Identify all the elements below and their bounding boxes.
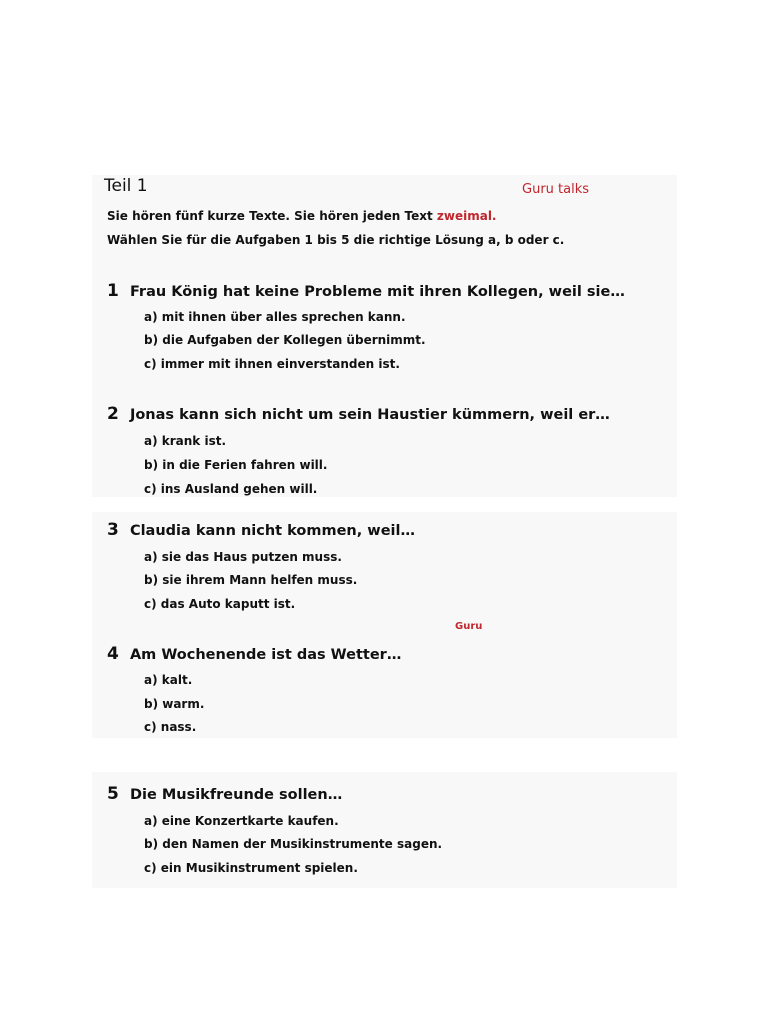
question-2-option-a: a) krank ist. <box>144 434 227 448</box>
question-3-option-c: c) das Auto kaputt ist. <box>144 597 296 611</box>
question-text: Claudia kann nicht kommen, weil… <box>129 523 415 539</box>
question-1 <box>107 281 625 301</box>
question-text: Die Musikfreunde sollen… <box>129 787 343 803</box>
instruction-text: Sie hören fünf kurze Texte. Sie hören jeden Text <box>107 209 437 223</box>
question-1-option-c: c) immer mit ihnen einverstanden ist. <box>144 357 400 371</box>
question-2-option-b: b) in die Ferien fahren will. <box>144 458 328 472</box>
question-number: 2 <box>107 404 119 424</box>
instruction-line-1 <box>107 209 497 223</box>
question-5-option-b: b) den Namen der Musikinstrumente sagen. <box>144 837 443 851</box>
question-number: 4 <box>107 644 119 664</box>
question-number: 1 <box>107 281 119 301</box>
question-4-option-b: b) warm. <box>144 697 205 711</box>
question-4-option-a: a) kalt. <box>144 673 193 687</box>
question-text: Frau König hat keine Probleme mit ihren Kollegen, weil sie… <box>129 284 625 300</box>
question-1-option-a: a) mit ihnen über alles sprechen kann. <box>144 310 406 324</box>
instruction-emphasis: zweimal. <box>436 209 497 223</box>
question-number: 3 <box>107 520 119 540</box>
question-4 <box>107 644 401 664</box>
question-3-option-b: b) sie ihrem Mann helfen muss. <box>144 573 358 587</box>
question-5 <box>107 784 342 804</box>
watermark-label: Guru <box>455 621 483 632</box>
question-text: Am Wochenende ist das Wetter… <box>129 647 402 663</box>
instruction-line-2: Wählen Sie für die Aufgaben 1 bis 5 die richtige Lösung a, b oder c. <box>107 233 565 247</box>
question-2-option-c: c) ins Ausland gehen will. <box>144 482 318 496</box>
question-2 <box>107 404 610 424</box>
question-5-option-c: c) ein Musikinstrument spielen. <box>144 861 358 875</box>
question-5-option-a: a) eine Konzertkarte kaufen. <box>144 814 339 828</box>
question-3 <box>107 520 415 540</box>
question-1-option-b: b) die Aufgaben der Kollegen übernimmt. <box>144 333 426 347</box>
brand-label: Guru talks <box>522 182 590 197</box>
question-3-option-a: a) sie das Haus putzen muss. <box>144 550 342 564</box>
question-number: 5 <box>107 784 119 804</box>
question-text: Jonas kann sich nicht um sein Haustier kümmern, weil er… <box>129 407 610 423</box>
section-title: Teil 1 <box>104 176 148 196</box>
question-4-option-c: c) nass. <box>144 720 197 734</box>
